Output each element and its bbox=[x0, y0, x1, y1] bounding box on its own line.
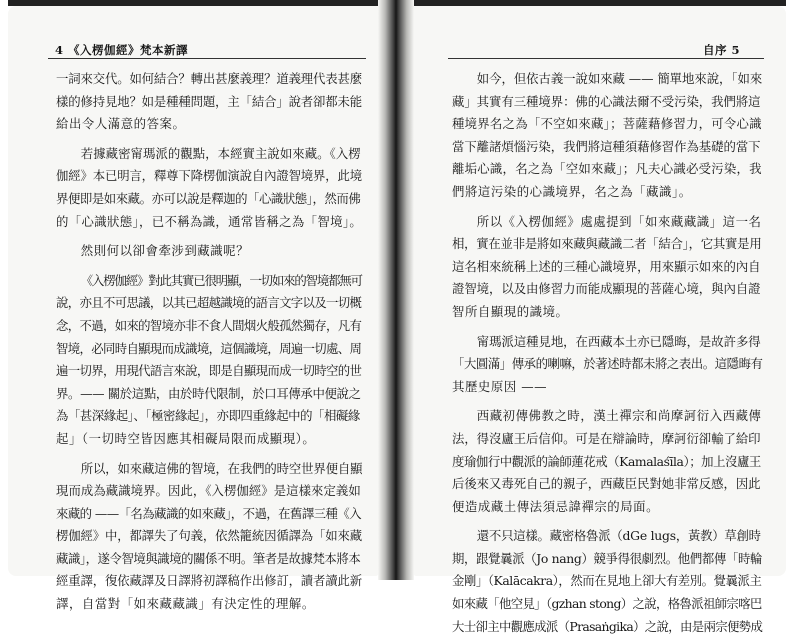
text-line: 界。—— 關於這點，由於時代限制，於口耳傳承中便說之 bbox=[56, 385, 361, 401]
text-line: 證智境，以及由修習力而能成顯現的菩薩心境，與內自證 bbox=[452, 281, 761, 297]
text-line: 后後來又毒死自己的親子，西藏臣民對她非常反感，因此 bbox=[452, 476, 761, 492]
text-line: 樣的修持見地？如是種種問題，主「結合」說者卻都未能 bbox=[56, 93, 363, 109]
text-line: 其歷史原因 —— bbox=[452, 378, 548, 394]
text-line: 如來藏「他空見」（gzhan stong）之說，格魯派祖師宗喀巴 bbox=[452, 596, 762, 612]
paragraph-gap bbox=[452, 324, 762, 331]
text-line: 「大圓滿」傳承的喇嘛，於著述時都未將之表出。這隱晦有 bbox=[452, 356, 763, 372]
text-line: 念，不過，如來的智境亦非不食人間烟火般孤然獨存，凡有 bbox=[56, 317, 362, 333]
left-running-head: 4 《入楞伽經》梵本新譯 bbox=[55, 43, 189, 57]
paragraph-gap bbox=[56, 451, 362, 458]
text-line: 若據藏密甯瑪派的觀點，本經實主說如來藏。《入楞 bbox=[80, 145, 361, 161]
left-page bbox=[8, 6, 378, 612]
left-header-rule bbox=[48, 58, 366, 59]
text-line: 譯，自當對「如來藏藏識」有決定性的理解。 bbox=[56, 596, 315, 612]
right-header-rule bbox=[448, 58, 764, 59]
text-line: 楞伽經》中，都譯失了句義，依然籠統因循譯為「如來藏 bbox=[56, 528, 363, 544]
text-line: 給出令人滿意的答案。 bbox=[56, 116, 186, 132]
paragraph-gap bbox=[56, 136, 362, 143]
text-line: 《入楞伽經》對此其實已很明顯，一切如來的智境都無可 bbox=[80, 272, 362, 288]
paragraph-gap bbox=[452, 204, 762, 211]
text-line: 遍一切界，用現代語言來說，即是自顯現而成一切時空的世 bbox=[56, 363, 362, 379]
text-line: 甯瑪派這種見地，在西藏本土亦已隱晦，是故許多得 bbox=[476, 333, 761, 349]
text-line: 期，跟覺曩派（Jo nang）競爭得很劇烈。他們都傳「時輪 bbox=[452, 550, 763, 566]
paragraph-gap bbox=[56, 233, 362, 240]
text-line: 起」（一切時空皆因應其相礙局限而成顯現）。 bbox=[56, 430, 316, 446]
paragraph-gap bbox=[56, 263, 362, 270]
left-body-text bbox=[56, 68, 362, 616]
text-line: 度瑜伽行中觀派的論師蓮花戒（Kamalaśīla）；加上沒廬王 bbox=[452, 453, 761, 469]
text-line: 們將這污染的心識境界，名之為「藏識」。 bbox=[452, 183, 692, 199]
text-line: 藏」其實有三種境界：佛的心識法爾不受污染，我們將這 bbox=[452, 93, 761, 109]
book-gutter bbox=[378, 0, 414, 580]
right-page bbox=[414, 6, 786, 634]
text-line: 來藏的 ——「名為藏識的如來藏」，不過，在舊譯三種《入 bbox=[56, 505, 362, 521]
text-line: 智境，必同時自顯現而成識境，這個識境，周遍一切處、周 bbox=[56, 340, 362, 356]
text-line: 然則何以卻會牽涉到藏識呢？ bbox=[80, 243, 250, 259]
text-line: 藏識」，遂令智境與識境的關係不明。筆者是故據梵本將本 bbox=[56, 550, 361, 566]
text-line: 界便即是如來藏。亦可以說是釋迦的「心識狀態」，然而佛 bbox=[56, 190, 361, 206]
text-line: 這名相來統稱上述的三種心識境界，用來顯示如來的內自 bbox=[452, 258, 761, 274]
right-body-text bbox=[452, 68, 762, 638]
text-line: 伽經》本已明言，釋尊下降楞伽演說自內證智境界，此境 bbox=[56, 168, 363, 184]
text-line: 還不只這樣。藏密格魯派（dGe lugs，黃教）草創時 bbox=[476, 528, 761, 544]
text-line: 現而成為藏識境界。因此，《入楞伽經》是這樣來定義如 bbox=[56, 483, 361, 499]
right-running-head: 自序 5 bbox=[702, 43, 740, 57]
text-line: 法，得沒廬王后信仰。可是在辯論時，摩訶衍卻輸了給印 bbox=[452, 430, 761, 446]
text-line: 智所自顯現的識境。 bbox=[452, 303, 569, 319]
text-line: 如今，但依古義一說如來藏 —— 簡單地來說，「如來 bbox=[476, 71, 763, 86]
text-line: 相，實在並非是將如來藏與藏識二者「結合」，它其實是用 bbox=[452, 236, 762, 252]
paragraph-gap bbox=[452, 518, 762, 525]
text-line: 所以《入楞伽經》處處提到「如來藏藏識」這一名 bbox=[476, 213, 762, 229]
text-line: 便造成藏土傳法須忌諱禪宗的局面。 bbox=[452, 498, 660, 514]
text-line: 一詞來交代。如何結合？轉出甚麼義理？道義理代表甚麼 bbox=[56, 71, 363, 86]
text-line: 為「甚深緣起」、「極密緣起」，亦即四重緣起中的「相礙緣 bbox=[56, 408, 360, 424]
text-line: 種境界名之為「不空如來藏」；菩薩藉修習力，可令心識 bbox=[452, 116, 762, 132]
text-line: 的「心識狀態」，已不稱為識，通常皆稱之為「智境」。 bbox=[56, 213, 363, 229]
text-line: 金剛」（Kalācakra），然而在見地上卻大有差別。覺曩派主 bbox=[452, 573, 762, 589]
text-line: 離垢心識，名之為「空如來藏」；凡夫心識必受污染，我 bbox=[452, 161, 762, 177]
text-line: 說，亦且不可思議，以其已超越識境的語言文字以及一切概 bbox=[56, 295, 362, 311]
paragraph-gap bbox=[452, 398, 762, 405]
text-line: 大士卻主中觀應成派（Prasaṅgika）之說，由是兩宗便勢成 bbox=[452, 618, 763, 634]
text-line: 當下離諸煩惱污染，我們將這種須藉修習作為基礎的當下 bbox=[452, 138, 761, 154]
text-line: 西藏初傳佛教之時，漢土禪宗和尚摩訶衍入西藏傳 bbox=[476, 408, 762, 424]
text-line: 所以，如來藏這佛的智境，在我們的時空世界便自顯 bbox=[80, 460, 363, 476]
text-line: 經重譯，復依藏譯及日譯將初譯稿作出修訂，讀者讀此新 bbox=[56, 573, 363, 589]
